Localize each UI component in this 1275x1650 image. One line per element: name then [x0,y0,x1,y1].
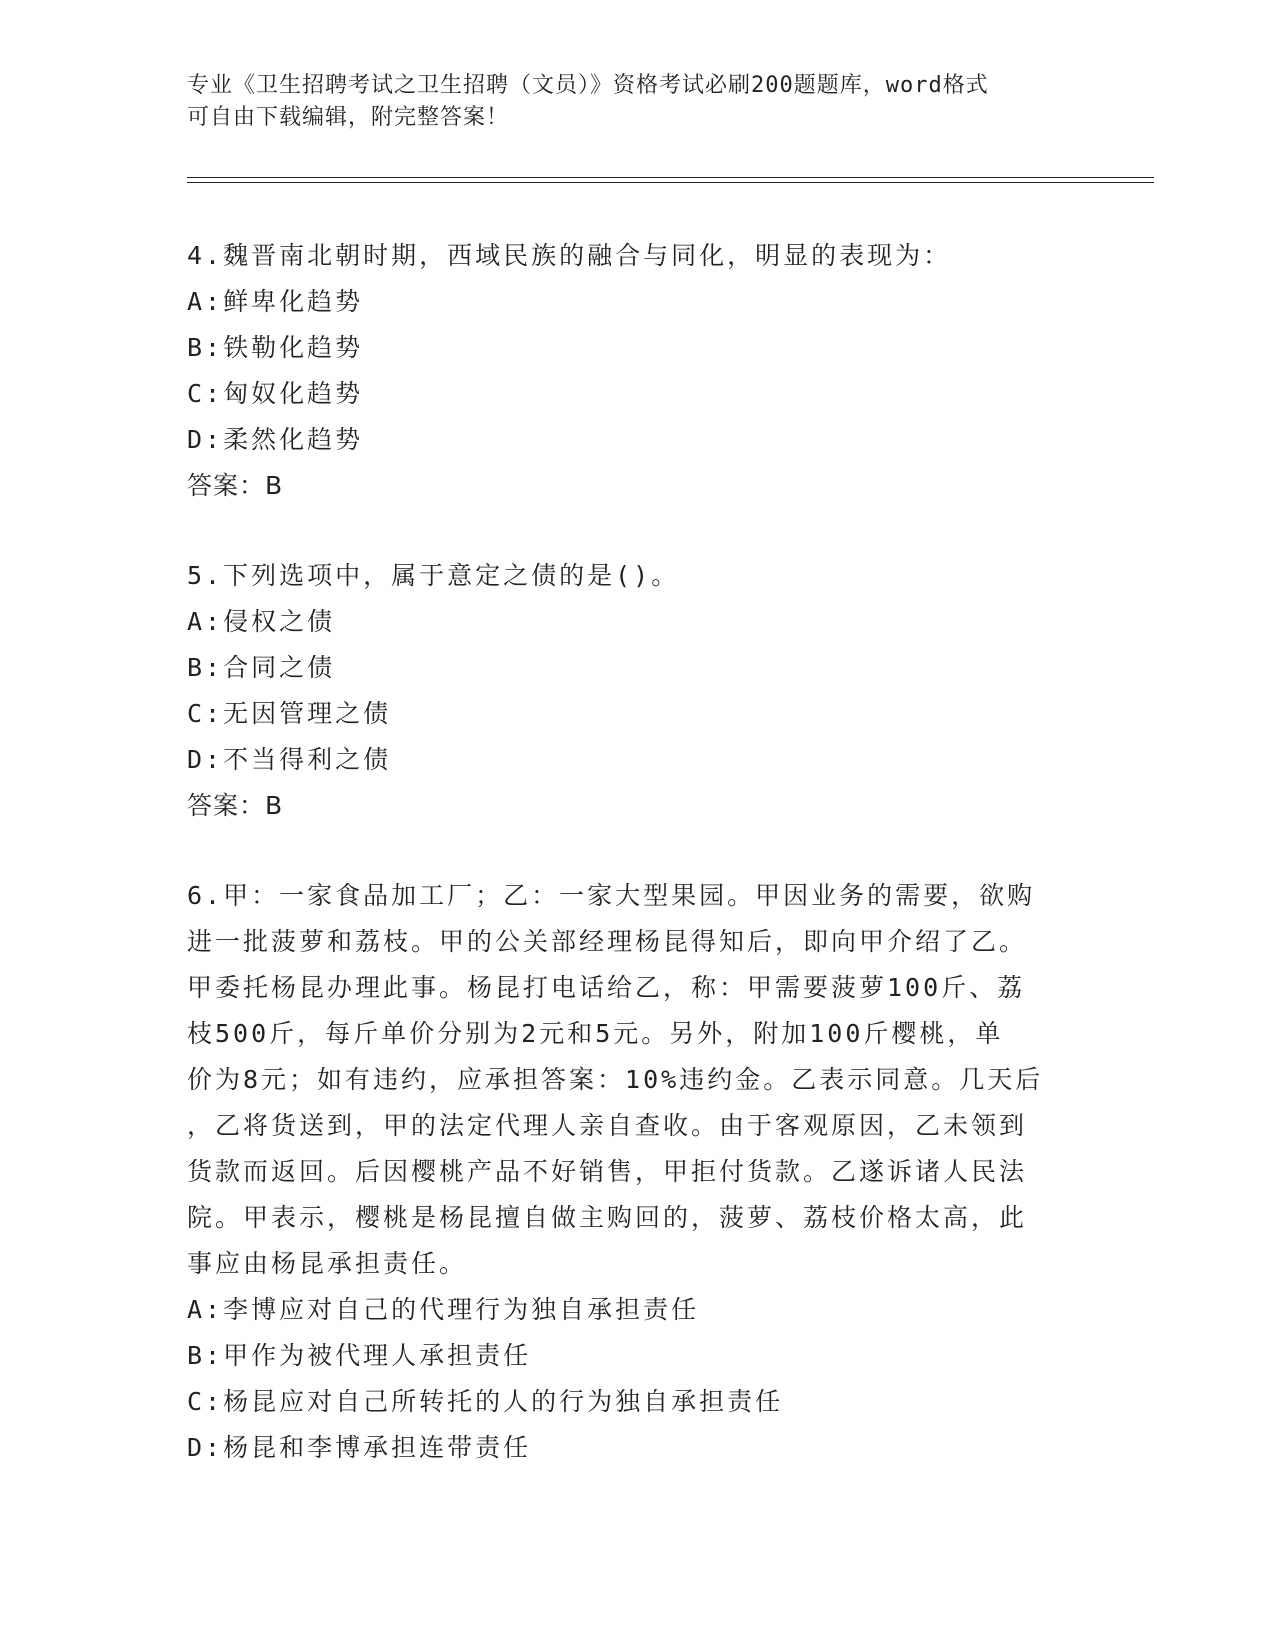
option-c: C:无因管理之债 [187,699,392,728]
option-d: D:不当得利之债 [187,745,392,774]
option-c: C:杨昆应对自己所转托的人的行为独自承担责任 [187,1387,784,1416]
option-d: D:柔然化趋势 [187,425,364,454]
question-stem-line-5: 价为8元；如有违约，应承担答案：10%违约金。乙表示同意。几天后 [187,1065,1044,1094]
question-stem-line-8: 院。甲表示，樱桃是杨昆擅自做主购回的，菠萝、荔枝价格太高，此 [187,1203,1028,1232]
option-a: A:李博应对自己的代理行为独自承担责任 [187,1295,700,1324]
header-line-1: 专业《卫生招聘考试之卫生招聘（文员）》资格考试必刷200题题库，word格式 [187,73,989,98]
question-4 [187,233,1067,509]
question-stem-line-4: 枝500斤，每斤单价分别为2元和5元。另外，附加100斤樱桃，单 [187,1019,1004,1048]
option-b: B:合同之债 [187,653,336,682]
header-divider-top [187,177,1154,178]
question-stem-line-2: 进一批菠萝和荔枝。甲的公关部经理杨昆得知后，即向甲介绍了乙。 [187,927,1028,956]
option-b: B:甲作为被代理人承担责任 [187,1341,532,1370]
option-d: D:杨昆和李博承担连带责任 [187,1433,532,1462]
question-stem-line-7: 货款而返回。后因樱桃产品不好销售，甲拒付货款。乙遂诉诸人民法 [187,1157,1028,1186]
header-line-2: 可自由下载编辑，附完整答案！ [187,105,510,130]
question-5 [187,553,1067,829]
answer-line: 答案：B [187,471,284,500]
question-6 [187,873,1067,1471]
option-c: C:匈奴化趋势 [187,379,364,408]
document-header [187,70,1067,134]
question-stem: 4.魏晋南北朝时期，西域民族的融合与同化，明显的表现为： [187,241,952,270]
question-stem-line-1: 6.甲：一家食品加工厂；乙：一家大型果园。甲因业务的需要，欲购 [187,881,1036,910]
option-a: A:鲜卑化趋势 [187,287,364,316]
option-b: B:铁勒化趋势 [187,333,364,362]
question-stem-line-9: 事应由杨昆承担责任。 [187,1249,468,1278]
option-a: A:侵权之债 [187,607,336,636]
header-divider-bottom [187,182,1154,183]
question-stem-line-3: 甲委托杨昆办理此事。杨昆打电话给乙，称：甲需要菠萝100斤、荔 [187,973,1026,1002]
answer-line: 答案：B [187,791,284,820]
question-stem-line-6: ，乙将货送到，甲的法定代理人亲自查收。由于客观原因，乙未领到 [187,1111,1028,1140]
question-stem: 5.下列选项中，属于意定之债的是()。 [187,561,680,590]
